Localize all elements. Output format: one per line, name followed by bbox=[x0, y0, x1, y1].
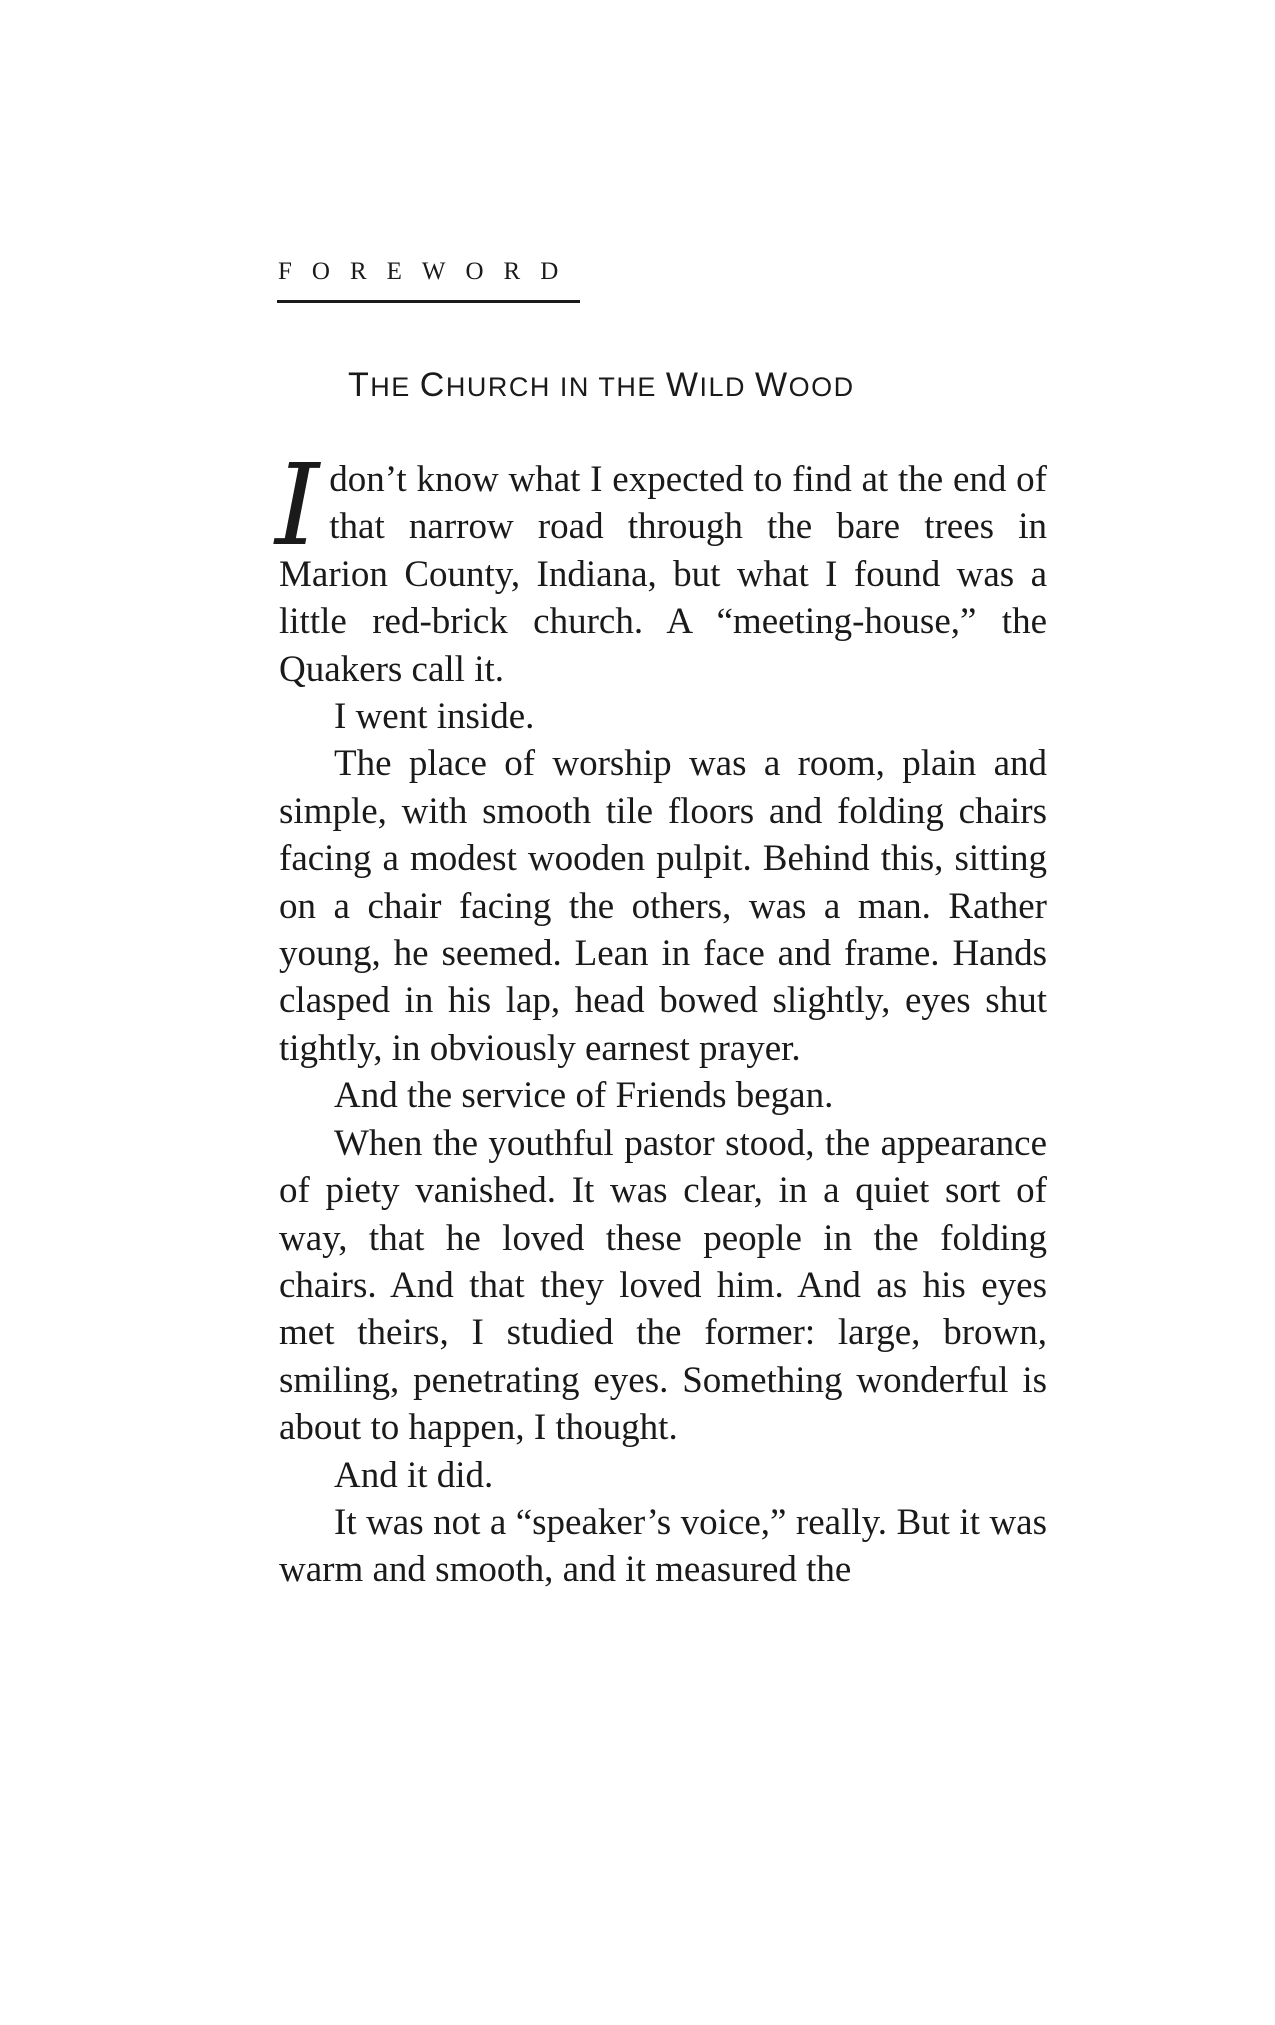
section-label: FOREWORD bbox=[278, 258, 579, 285]
paragraph bbox=[275, 441, 1047, 693]
paragraph: The place of worship was a room, plain and simple, with smooth tile floors and folding chairs facing a modest wooden pulpit. Behind this, sitting on a chair facing the others, was a man. Rather young, he seemed. Lean in face and frame. Hands clasped in his lap, head bowed slightly, eyes shut tightly, in obviously earnest prayer. bbox=[279, 743, 1047, 1069]
section-rule bbox=[277, 300, 580, 303]
title-word: WILD bbox=[665, 366, 756, 404]
title-word: THE bbox=[348, 366, 420, 404]
body-text bbox=[275, 441, 1047, 1594]
paragraph: It was not a “speaker’s voice,” really. But it was warm and smooth, and it measured the bbox=[279, 1501, 1047, 1591]
title-word: IN bbox=[559, 372, 599, 402]
paragraph: When the youthful pastor stood, the appearance of piety vanished. It was clear, in a quiet sort of way, that he loved these people in the folding chairs. And that they loved him. And as his eyes met theirs, I studied the former: large, brown, smiling, penetrating eyes. Something wonderful is about to happen, I thought. bbox=[279, 1122, 1047, 1449]
paragraph: And the service of Friends began. bbox=[334, 1075, 834, 1117]
paragraph-text: don’t know what I expected to find at the end of that narrow road through the bare trees in Marion County, Indiana, but what I found was a little red-brick church. A “meeting-house,” the Quakers call it. bbox=[279, 459, 1047, 690]
title-word: CHURCH bbox=[419, 366, 560, 404]
title-word: THE bbox=[598, 372, 666, 402]
paragraph: I went inside. bbox=[334, 696, 535, 738]
chapter-title bbox=[348, 366, 855, 405]
paragraph: And it did. bbox=[334, 1454, 494, 1496]
drop-cap: I bbox=[275, 441, 320, 571]
title-word: WOOD bbox=[755, 366, 855, 404]
